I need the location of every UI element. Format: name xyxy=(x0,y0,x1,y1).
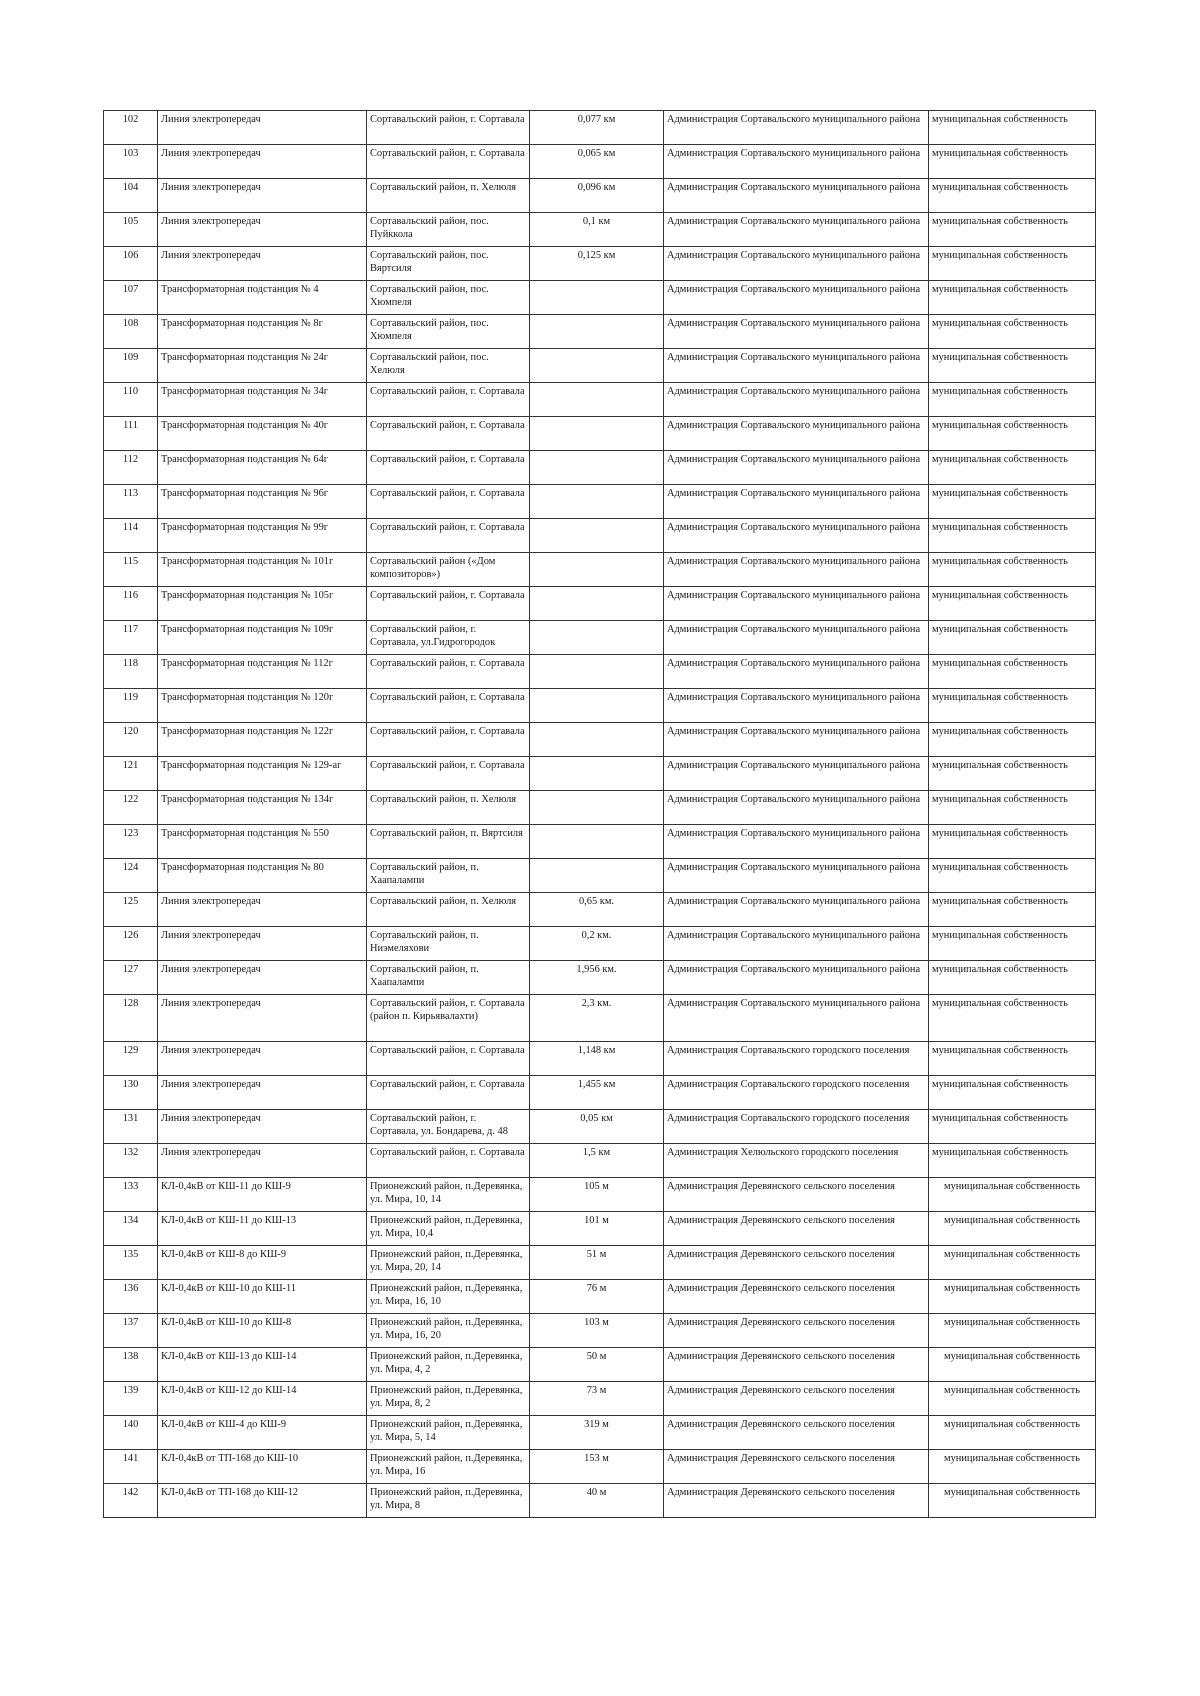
row-number-cell: 106 xyxy=(104,247,158,281)
rights-holder-cell: Администрация Деревянского сельского поселения xyxy=(664,1382,929,1416)
address-cell: Сортавальский район, п. Вяртсиля xyxy=(367,825,530,859)
object-name-cell: Трансформаторная подстанция № 96г xyxy=(158,485,367,519)
table-row xyxy=(104,1484,1096,1518)
row-number-cell: 131 xyxy=(104,1110,158,1144)
address-cell: Сортавальский район, пос. Хюмпеля xyxy=(367,281,530,315)
object-name-cell: Линия электропередач xyxy=(158,1042,367,1076)
object-name-cell: Трансформаторная подстанция № 112г xyxy=(158,655,367,689)
length-cell xyxy=(530,417,664,451)
object-name-cell: Трансформаторная подстанция № 101г xyxy=(158,553,367,587)
row-number-cell: 109 xyxy=(104,349,158,383)
rights-holder-cell: Администрация Сортавальского муниципального района xyxy=(664,519,929,553)
row-number-cell: 137 xyxy=(104,1314,158,1348)
address-cell: Прионежский район, п.Деревянка, ул. Мира, 10, 14 xyxy=(367,1178,530,1212)
rights-holder-cell: Администрация Сортавальского муниципального района xyxy=(664,893,929,927)
address-cell: Прионежский район, п.Деревянка, ул. Мира, 16, 10 xyxy=(367,1280,530,1314)
rights-holder-cell: Администрация Деревянского сельского поселения xyxy=(664,1450,929,1484)
table-row xyxy=(104,213,1096,247)
length-cell xyxy=(530,723,664,757)
length-cell xyxy=(530,451,664,485)
ownership-cell: муниципальная собственность xyxy=(929,315,1096,349)
object-name-cell: Линия электропередач xyxy=(158,247,367,281)
rights-holder-cell: Администрация Деревянского сельского поселения xyxy=(664,1416,929,1450)
table-row xyxy=(104,1382,1096,1416)
address-cell: Сортавальский район, г. Сортавала xyxy=(367,1144,530,1178)
object-name-cell: Линия электропередач xyxy=(158,927,367,961)
object-name-cell: КЛ-0,4кВ от КШ-12 до КШ-14 xyxy=(158,1382,367,1416)
rights-holder-cell: Администрация Деревянского сельского поселения xyxy=(664,1280,929,1314)
rights-holder-cell: Администрация Деревянского сельского поселения xyxy=(664,1246,929,1280)
address-cell: Сортавальский район, г. Сортавала xyxy=(367,757,530,791)
length-cell: 0,096 км xyxy=(530,179,664,213)
object-name-cell: Трансформаторная подстанция № 122г xyxy=(158,723,367,757)
object-name-cell: Линия электропередач xyxy=(158,179,367,213)
rights-holder-cell: Администрация Сортавальского муниципального района xyxy=(664,723,929,757)
length-cell: 0,65 км. xyxy=(530,893,664,927)
ownership-cell: муниципальная собственность xyxy=(929,1178,1096,1212)
row-number-cell: 139 xyxy=(104,1382,158,1416)
table-row xyxy=(104,1076,1096,1110)
length-cell: 40 м xyxy=(530,1484,664,1518)
table-row xyxy=(104,825,1096,859)
length-cell xyxy=(530,349,664,383)
address-cell: Прионежский район, п.Деревянка, ул. Мира, 16 xyxy=(367,1450,530,1484)
address-cell: Сортавальский район, г. Сортавала xyxy=(367,145,530,179)
rights-holder-cell: Администрация Сортавальского муниципального района xyxy=(664,383,929,417)
row-number-cell: 132 xyxy=(104,1144,158,1178)
object-name-cell: Линия электропередач xyxy=(158,1110,367,1144)
address-cell: Сортавальский район, пос. Хелюля xyxy=(367,349,530,383)
address-cell: Сортавальский район, г. Сортавала xyxy=(367,417,530,451)
rights-holder-cell: Администрация Сортавальского муниципального района xyxy=(664,961,929,995)
length-cell xyxy=(530,553,664,587)
ownership-cell: муниципальная собственность xyxy=(929,1076,1096,1110)
length-cell: 103 м xyxy=(530,1314,664,1348)
length-cell xyxy=(530,315,664,349)
rights-holder-cell: Администрация Сортавальского муниципального района xyxy=(664,927,929,961)
object-name-cell: Линия электропередач xyxy=(158,213,367,247)
table-row xyxy=(104,1178,1096,1212)
table-row xyxy=(104,995,1096,1042)
object-name-cell: КЛ-0,4кВ от КШ-4 до КШ-9 xyxy=(158,1416,367,1450)
rights-holder-cell: Администрация Сортавальского муниципального района xyxy=(664,791,929,825)
table-row xyxy=(104,655,1096,689)
rights-holder-cell: Администрация Сортавальского муниципального района xyxy=(664,689,929,723)
object-name-cell: КЛ-0,4кВ от ТП-168 до КШ-10 xyxy=(158,1450,367,1484)
rights-holder-cell: Администрация Сортавальского городского поселения xyxy=(664,1076,929,1110)
row-number-cell: 140 xyxy=(104,1416,158,1450)
object-name-cell: Трансформаторная подстанция № 80 xyxy=(158,859,367,893)
object-name-cell: Линия электропередач xyxy=(158,961,367,995)
row-number-cell: 113 xyxy=(104,485,158,519)
table-row xyxy=(104,723,1096,757)
ownership-cell: муниципальная собственность xyxy=(929,1280,1096,1314)
row-number-cell: 136 xyxy=(104,1280,158,1314)
address-cell: Сортавальский район, п. Ниэмеляхови xyxy=(367,927,530,961)
rights-holder-cell: Администрация Сортавальского муниципального района xyxy=(664,485,929,519)
address-cell: Сортавальский район, г. Сортавала xyxy=(367,655,530,689)
rights-holder-cell: Администрация Сортавальского муниципального района xyxy=(664,995,929,1042)
length-cell: 0,065 км xyxy=(530,145,664,179)
row-number-cell: 142 xyxy=(104,1484,158,1518)
address-cell: Сортавальский район, пос. Пуйккола xyxy=(367,213,530,247)
rights-holder-cell: Администрация Сортавальского муниципального района xyxy=(664,349,929,383)
row-number-cell: 104 xyxy=(104,179,158,213)
object-name-cell: Трансформаторная подстанция № 129-аг xyxy=(158,757,367,791)
table-row xyxy=(104,1348,1096,1382)
address-cell: Сортавальский район, п. Хелюля xyxy=(367,791,530,825)
row-number-cell: 102 xyxy=(104,111,158,145)
table-row xyxy=(104,961,1096,995)
length-cell xyxy=(530,621,664,655)
address-cell: Прионежский район, п.Деревянка, ул. Мира, 5, 14 xyxy=(367,1416,530,1450)
object-name-cell: КЛ-0,4кВ от КШ-10 до КШ-11 xyxy=(158,1280,367,1314)
length-cell: 73 м xyxy=(530,1382,664,1416)
ownership-cell: муниципальная собственность xyxy=(929,349,1096,383)
table-row xyxy=(104,1450,1096,1484)
ownership-cell: муниципальная собственность xyxy=(929,213,1096,247)
length-cell: 0,2 км. xyxy=(530,927,664,961)
rights-holder-cell: Администрация Деревянского сельского поселения xyxy=(664,1178,929,1212)
object-name-cell: Трансформаторная подстанция № 550 xyxy=(158,825,367,859)
row-number-cell: 134 xyxy=(104,1212,158,1246)
row-number-cell: 141 xyxy=(104,1450,158,1484)
address-cell: Сортавальский район («Дом композиторов») xyxy=(367,553,530,587)
ownership-cell: муниципальная собственность xyxy=(929,1042,1096,1076)
length-cell xyxy=(530,757,664,791)
rights-holder-cell: Администрация Сортавальского муниципального района xyxy=(664,111,929,145)
row-number-cell: 103 xyxy=(104,145,158,179)
length-cell: 1,148 км xyxy=(530,1042,664,1076)
rights-holder-cell: Администрация Сортавальского муниципального района xyxy=(664,757,929,791)
ownership-cell: муниципальная собственность xyxy=(929,587,1096,621)
row-number-cell: 114 xyxy=(104,519,158,553)
object-name-cell: Трансформаторная подстанция № 105г xyxy=(158,587,367,621)
row-number-cell: 110 xyxy=(104,383,158,417)
table-row xyxy=(104,451,1096,485)
object-name-cell: Трансформаторная подстанция № 120г xyxy=(158,689,367,723)
table-row xyxy=(104,893,1096,927)
object-name-cell: Линия электропередач xyxy=(158,1144,367,1178)
row-number-cell: 117 xyxy=(104,621,158,655)
table-body xyxy=(104,111,1096,1518)
rights-holder-cell: Администрация Сортавальского муниципального района xyxy=(664,825,929,859)
length-cell xyxy=(530,281,664,315)
object-name-cell: Линия электропередач xyxy=(158,1076,367,1110)
rights-holder-cell: Администрация Сортавальского муниципального района xyxy=(664,655,929,689)
rights-holder-cell: Администрация Сортавальского городского поселения xyxy=(664,1110,929,1144)
object-name-cell: Трансформаторная подстанция № 8г xyxy=(158,315,367,349)
ownership-cell: муниципальная собственность xyxy=(929,553,1096,587)
ownership-cell: муниципальная собственность xyxy=(929,723,1096,757)
length-cell xyxy=(530,655,664,689)
object-name-cell: Линия электропередач xyxy=(158,893,367,927)
row-number-cell: 121 xyxy=(104,757,158,791)
table-row xyxy=(104,859,1096,893)
rights-holder-cell: Администрация Сортавальского муниципального района xyxy=(664,587,929,621)
rights-holder-cell: Администрация Сортавальского муниципального района xyxy=(664,315,929,349)
ownership-cell: муниципальная собственность xyxy=(929,995,1096,1042)
object-name-cell: Трансформаторная подстанция № 99г xyxy=(158,519,367,553)
object-name-cell: КЛ-0,4кВ от КШ-11 до КШ-9 xyxy=(158,1178,367,1212)
length-cell: 0,125 км xyxy=(530,247,664,281)
row-number-cell: 108 xyxy=(104,315,158,349)
address-cell: Сортавальский район, г. Сортавала (район п. Кирьявалахти) xyxy=(367,995,530,1042)
ownership-cell: муниципальная собственность xyxy=(929,859,1096,893)
property-registry-table xyxy=(103,110,1096,1518)
row-number-cell: 127 xyxy=(104,961,158,995)
ownership-cell: муниципальная собственность xyxy=(929,145,1096,179)
table-row xyxy=(104,757,1096,791)
row-number-cell: 133 xyxy=(104,1178,158,1212)
row-number-cell: 120 xyxy=(104,723,158,757)
address-cell: Прионежский район, п.Деревянка, ул. Мира, 16, 20 xyxy=(367,1314,530,1348)
rights-holder-cell: Администрация Сортавальского муниципального района xyxy=(664,417,929,451)
length-cell: 2,3 км. xyxy=(530,995,664,1042)
address-cell: Прионежский район, п.Деревянка, ул. Мира, 8 xyxy=(367,1484,530,1518)
table-row xyxy=(104,1314,1096,1348)
ownership-cell: муниципальная собственность xyxy=(929,1212,1096,1246)
ownership-cell: муниципальная собственность xyxy=(929,655,1096,689)
ownership-cell: муниципальная собственность xyxy=(929,247,1096,281)
object-name-cell: Трансформаторная подстанция № 134г xyxy=(158,791,367,825)
ownership-cell: муниципальная собственность xyxy=(929,621,1096,655)
row-number-cell: 107 xyxy=(104,281,158,315)
object-name-cell: Трансформаторная подстанция № 64г xyxy=(158,451,367,485)
row-number-cell: 129 xyxy=(104,1042,158,1076)
address-cell: Сортавальский район, п. Хелюля xyxy=(367,893,530,927)
table-row xyxy=(104,689,1096,723)
address-cell: Сортавальский район, г. Сортавала, ул. Бондарева, д. 48 xyxy=(367,1110,530,1144)
ownership-cell: муниципальная собственность xyxy=(929,451,1096,485)
address-cell: Сортавальский район, г. Сортавала xyxy=(367,1076,530,1110)
length-cell xyxy=(530,383,664,417)
table-row xyxy=(104,485,1096,519)
rights-holder-cell: Администрация Деревянского сельского поселения xyxy=(664,1212,929,1246)
length-cell: 1,5 км xyxy=(530,1144,664,1178)
row-number-cell: 124 xyxy=(104,859,158,893)
address-cell: Сортавальский район, г. Сортавала xyxy=(367,723,530,757)
rights-holder-cell: Администрация Сортавальского муниципального района xyxy=(664,247,929,281)
ownership-cell: муниципальная собственность xyxy=(929,383,1096,417)
ownership-cell: муниципальная собственность xyxy=(929,791,1096,825)
address-cell: Сортавальский район, п. Хаапалампи xyxy=(367,961,530,995)
length-cell xyxy=(530,519,664,553)
rights-holder-cell: Администрация Деревянского сельского поселения xyxy=(664,1314,929,1348)
ownership-cell: муниципальная собственность xyxy=(929,485,1096,519)
ownership-cell: муниципальная собственность xyxy=(929,1314,1096,1348)
length-cell: 0,1 км xyxy=(530,213,664,247)
address-cell: Прионежский район, п.Деревянка, ул. Мира, 4, 2 xyxy=(367,1348,530,1382)
address-cell: Сортавальский район, г. Сортавала xyxy=(367,519,530,553)
length-cell: 0,077 км xyxy=(530,111,664,145)
object-name-cell: Трансформаторная подстанция № 4 xyxy=(158,281,367,315)
length-cell: 153 м xyxy=(530,1450,664,1484)
object-name-cell: КЛ-0,4кВ от КШ-11 до КШ-13 xyxy=(158,1212,367,1246)
rights-holder-cell: Администрация Сортавальского муниципального района xyxy=(664,179,929,213)
row-number-cell: 126 xyxy=(104,927,158,961)
length-cell: 319 м xyxy=(530,1416,664,1450)
object-name-cell: КЛ-0,4кВ от КШ-8 до КШ-9 xyxy=(158,1246,367,1280)
length-cell xyxy=(530,485,664,519)
address-cell: Сортавальский район, г. Сортавала xyxy=(367,587,530,621)
rights-holder-cell: Администрация Хелюльского городского поселения xyxy=(664,1144,929,1178)
address-cell: Сортавальский район, п. Хаапалампи xyxy=(367,859,530,893)
table-row xyxy=(104,621,1096,655)
length-cell xyxy=(530,587,664,621)
table-row xyxy=(104,383,1096,417)
rights-holder-cell: Администрация Сортавальского муниципального района xyxy=(664,451,929,485)
table-row xyxy=(104,927,1096,961)
rights-holder-cell: Администрация Сортавальского муниципального района xyxy=(664,281,929,315)
object-name-cell: Трансформаторная подстанция № 109г xyxy=(158,621,367,655)
object-name-cell: Линия электропередач xyxy=(158,111,367,145)
rights-holder-cell: Администрация Деревянского сельского поселения xyxy=(664,1484,929,1518)
table-row xyxy=(104,1280,1096,1314)
length-cell: 50 м xyxy=(530,1348,664,1382)
row-number-cell: 123 xyxy=(104,825,158,859)
table-row xyxy=(104,349,1096,383)
table-row xyxy=(104,145,1096,179)
ownership-cell: муниципальная собственность xyxy=(929,927,1096,961)
row-number-cell: 119 xyxy=(104,689,158,723)
address-cell: Сортавальский район, п. Хелюля xyxy=(367,179,530,213)
row-number-cell: 112 xyxy=(104,451,158,485)
ownership-cell: муниципальная собственность xyxy=(929,1348,1096,1382)
length-cell: 1,455 км xyxy=(530,1076,664,1110)
table-row xyxy=(104,587,1096,621)
ownership-cell: муниципальная собственность xyxy=(929,1246,1096,1280)
table-row xyxy=(104,1110,1096,1144)
rights-holder-cell: Администрация Сортавальского муниципального района xyxy=(664,213,929,247)
ownership-cell: муниципальная собственность xyxy=(929,1484,1096,1518)
ownership-cell: муниципальная собственность xyxy=(929,1382,1096,1416)
object-name-cell: КЛ-0,4кВ от КШ-13 до КШ-14 xyxy=(158,1348,367,1382)
ownership-cell: муниципальная собственность xyxy=(929,179,1096,213)
ownership-cell: муниципальная собственность xyxy=(929,961,1096,995)
object-name-cell: Линия электропередач xyxy=(158,145,367,179)
ownership-cell: муниципальная собственность xyxy=(929,111,1096,145)
object-name-cell: КЛ-0,4кВ от ТП-168 до КШ-12 xyxy=(158,1484,367,1518)
rights-holder-cell: Администрация Сортавальского муниципального района xyxy=(664,621,929,655)
address-cell: Сортавальский район, г. Сортавала xyxy=(367,485,530,519)
row-number-cell: 105 xyxy=(104,213,158,247)
table-row xyxy=(104,1042,1096,1076)
row-number-cell: 130 xyxy=(104,1076,158,1110)
ownership-cell: муниципальная собственность xyxy=(929,417,1096,451)
ownership-cell: муниципальная собственность xyxy=(929,1110,1096,1144)
table-row xyxy=(104,1212,1096,1246)
ownership-cell: муниципальная собственность xyxy=(929,689,1096,723)
length-cell xyxy=(530,689,664,723)
table-row xyxy=(104,281,1096,315)
ownership-cell: муниципальная собственность xyxy=(929,281,1096,315)
table-row xyxy=(104,553,1096,587)
address-cell: Сортавальский район, г. Сортавала xyxy=(367,1042,530,1076)
address-cell: Сортавальский район, г. Сортавала xyxy=(367,111,530,145)
object-name-cell: Трансформаторная подстанция № 24г xyxy=(158,349,367,383)
table-row xyxy=(104,247,1096,281)
length-cell: 0,05 км xyxy=(530,1110,664,1144)
object-name-cell: Линия электропередач xyxy=(158,995,367,1042)
row-number-cell: 122 xyxy=(104,791,158,825)
ownership-cell: муниципальная собственность xyxy=(929,825,1096,859)
table-row xyxy=(104,1416,1096,1450)
address-cell: Прионежский район, п.Деревянка, ул. Мира, 10,4 xyxy=(367,1212,530,1246)
length-cell: 101 м xyxy=(530,1212,664,1246)
ownership-cell: муниципальная собственность xyxy=(929,1416,1096,1450)
address-cell: Сортавальский район, г. Сортавала xyxy=(367,383,530,417)
ownership-cell: муниципальная собственность xyxy=(929,1450,1096,1484)
address-cell: Прионежский район, п.Деревянка, ул. Мира, 20, 14 xyxy=(367,1246,530,1280)
length-cell: 76 м xyxy=(530,1280,664,1314)
ownership-cell: муниципальная собственность xyxy=(929,519,1096,553)
rights-holder-cell: Администрация Сортавальского городского поселения xyxy=(664,1042,929,1076)
rights-holder-cell: Администрация Сортавальского муниципального района xyxy=(664,553,929,587)
table-row xyxy=(104,519,1096,553)
ownership-cell: муниципальная собственность xyxy=(929,893,1096,927)
row-number-cell: 118 xyxy=(104,655,158,689)
ownership-cell: муниципальная собственность xyxy=(929,757,1096,791)
length-cell xyxy=(530,825,664,859)
object-name-cell: Трансформаторная подстанция № 34г xyxy=(158,383,367,417)
length-cell: 1,956 км. xyxy=(530,961,664,995)
address-cell: Сортавальский район, г. Сортавала xyxy=(367,451,530,485)
row-number-cell: 125 xyxy=(104,893,158,927)
address-cell: Прионежский район, п.Деревянка, ул. Мира, 8, 2 xyxy=(367,1382,530,1416)
table-row xyxy=(104,315,1096,349)
address-cell: Сортавальский район, пос. Вяртсиля xyxy=(367,247,530,281)
length-cell: 51 м xyxy=(530,1246,664,1280)
table-row xyxy=(104,111,1096,145)
table-row xyxy=(104,179,1096,213)
ownership-cell: муниципальная собственность xyxy=(929,1144,1096,1178)
row-number-cell: 115 xyxy=(104,553,158,587)
rights-holder-cell: Администрация Сортавальского муниципального района xyxy=(664,859,929,893)
address-cell: Сортавальский район, г. Сортавала xyxy=(367,689,530,723)
address-cell: Сортавальский район, пос. Хюмпеля xyxy=(367,315,530,349)
row-number-cell: 128 xyxy=(104,995,158,1042)
table-row xyxy=(104,1144,1096,1178)
length-cell: 105 м xyxy=(530,1178,664,1212)
table-row xyxy=(104,791,1096,825)
length-cell xyxy=(530,859,664,893)
row-number-cell: 138 xyxy=(104,1348,158,1382)
object-name-cell: КЛ-0,4кВ от КШ-10 до КШ-8 xyxy=(158,1314,367,1348)
address-cell: Сортавальский район, г. Сортавала, ул.Гидрогородок xyxy=(367,621,530,655)
row-number-cell: 116 xyxy=(104,587,158,621)
rights-holder-cell: Администрация Деревянского сельского поселения xyxy=(664,1348,929,1382)
row-number-cell: 111 xyxy=(104,417,158,451)
object-name-cell: Трансформаторная подстанция № 40г xyxy=(158,417,367,451)
table-row xyxy=(104,417,1096,451)
table-row xyxy=(104,1246,1096,1280)
length-cell xyxy=(530,791,664,825)
rights-holder-cell: Администрация Сортавальского муниципального района xyxy=(664,145,929,179)
row-number-cell: 135 xyxy=(104,1246,158,1280)
